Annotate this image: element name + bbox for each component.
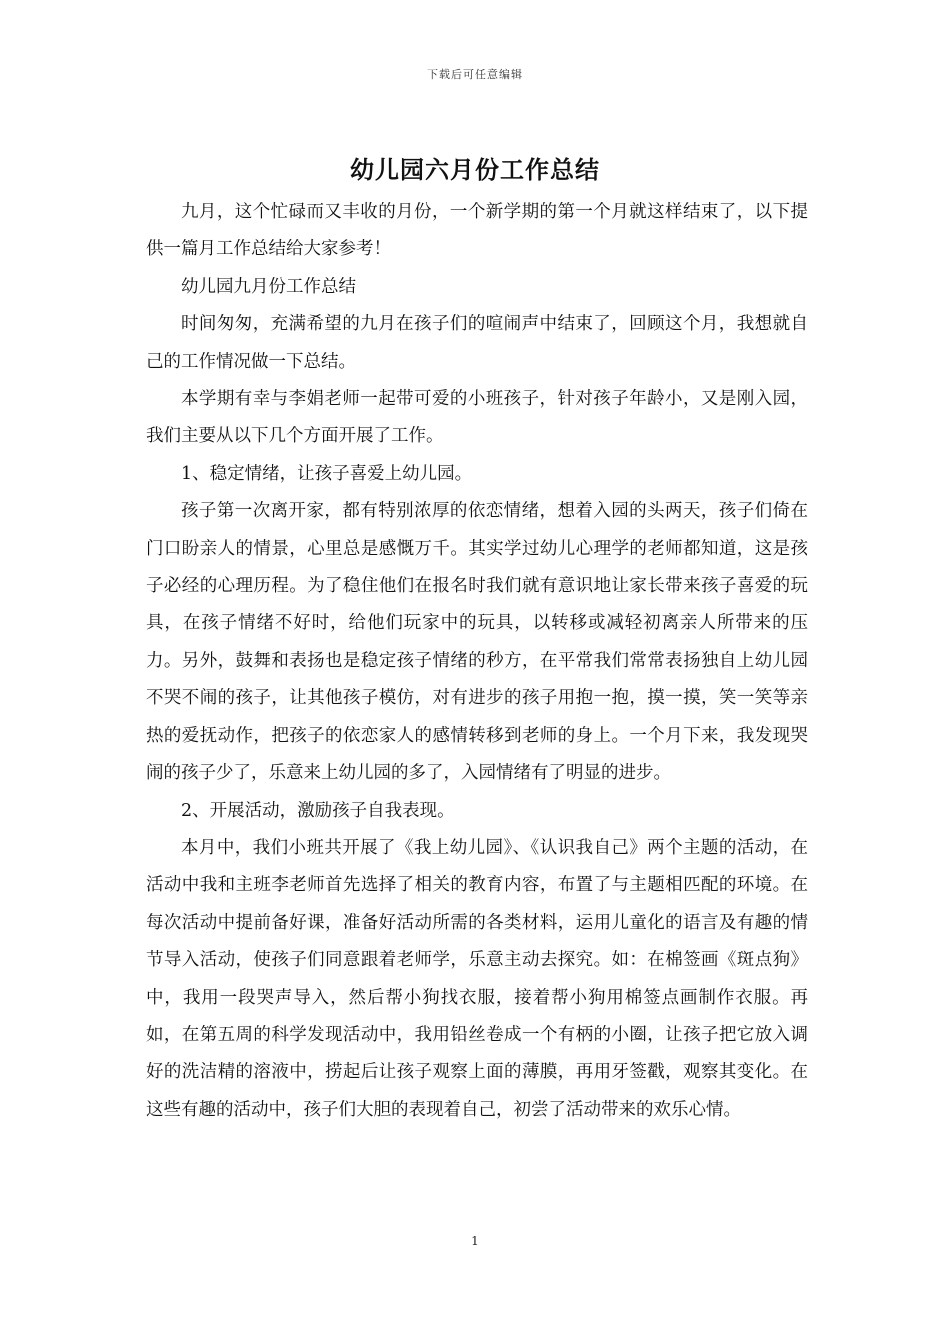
page-number: 1	[471, 1234, 479, 1248]
paragraph: 本学期有幸与李娟老师一起带可爱的小班孩子，针对孩子年龄小，又是刚入园，我们主要从以下几个方面开展了工作。	[146, 389, 808, 447]
paragraph: 时间匆匆，充满希望的九月在孩子们的喧闹声中结束了，回顾这个月，我想就自己的工作情况做一下总结。	[146, 314, 808, 372]
document-title: 幼儿园六月份工作总结	[350, 155, 600, 184]
paragraph-intro: 九月，这个忙碌而又丰收的月份，一个新学期的第一个月就这样结束了，以下提供一篇月工作总结给大家参考！	[146, 202, 808, 260]
paragraph-subtitle: 幼儿园九月份工作总结	[181, 276, 356, 297]
paragraph: 孩子第一次离开家，都有特别浓厚的依恋情绪，想着入园的头两天，孩子们倚在门口盼亲人的情景，心里总是感慨万千。其实学过幼儿心理学的老师都知道，这是孩子必经的心理历程。为了稳住他们在报名时我们就有意识地让家长带来孩子喜爱的玩具，在孩子情绪不好时，给他们玩家中的玩具，以转移或减轻初离亲人所带来的压力。另外，鼓舞和表扬也是稳定孩子情绪的秒方，在平常我们常常表扬独自上幼儿园不哭不闹的孩子，让其他孩子模仿，对有进步的孩子用抱一抱，摸一摸，笑一笑等亲热的爱抚动作，把孩子的依恋家人的感情转移到老师的身上。一个月下来，我发现哭闹的孩子少了，乐意来上幼儿园的多了，入园情绪有了明显的进步。	[146, 501, 808, 784]
header-note: 下载后可任意编辑	[427, 68, 523, 81]
paragraph: 本月中，我们小班共开展了《我上幼儿园》、《认识我自己》两个主题的活动，在活动中我和主班李老师首先选择了相关的教育内容，布置了与主题相匹配的环境。在每次活动中提前备好课，准备好活动所需的各类材料，运用儿童化的语言及有趣的情节导入活动，使孩子们同意跟着老师学，乐意主动去探究。如：在棉签画《斑点狗》中，我用一段哭声导入，然后帮小狗找衣服，接着帮小狗用棉签点画制作衣服。再如，在第五周的科学发现活动中，我用铅丝卷成一个有柄的小圈，让孩子把它放入调好的洗洁精的溶液中，捞起后让孩子观察上面的薄膜，再用牙签戳，观察其变化。在这些有趣的活动中，孩子们大胆的表现着自己，初尝了活动带来的欢乐心情。	[146, 837, 808, 1120]
section-heading: 2、开展活动，激励孩子自我表现。	[181, 800, 455, 821]
document-body	[146, 194, 808, 1129]
section-heading: 1、稳定情绪，让孩子喜爱上幼儿园。	[181, 463, 473, 484]
